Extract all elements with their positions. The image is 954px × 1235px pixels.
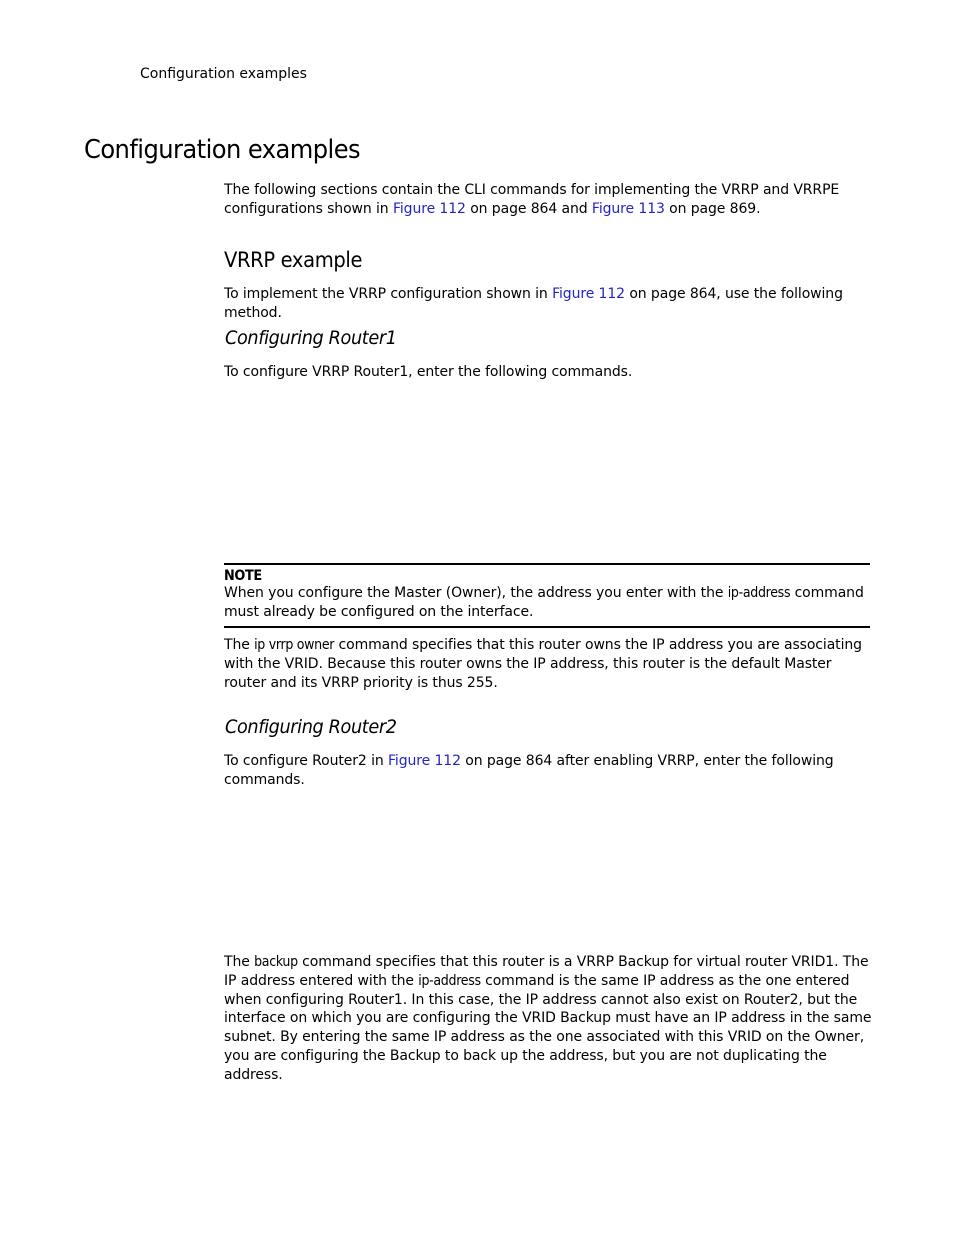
backup-text-1: The bbox=[224, 954, 255, 970]
intro-text-3: on page 869. bbox=[664, 200, 761, 217]
vrrp-example-heading: VRRP example bbox=[224, 248, 363, 272]
owner-text-1: The bbox=[224, 637, 255, 653]
running-header: Configuration examples bbox=[140, 66, 307, 82]
figure-112-link[interactable]: Figure 112 bbox=[387, 753, 461, 769]
note-text bbox=[224, 584, 874, 622]
intro-text-2: on page 864 and bbox=[465, 200, 592, 217]
note-top-rule bbox=[224, 563, 870, 565]
router2-paragraph bbox=[224, 752, 874, 790]
router2-heading: Configuring Router2 bbox=[225, 716, 397, 738]
vrrp-example-paragraph bbox=[224, 285, 874, 323]
note-label: NOTE bbox=[224, 568, 262, 584]
backup-keyword: backup bbox=[254, 954, 298, 970]
figure-112-link[interactable]: Figure 112 bbox=[392, 200, 466, 217]
backup-text-3: command is the same IP address as the one entered when configuring Router1. In this case, the IP address cannot also exist on Router2, but the interface on which you are configuring the VRID Backup must have an IP address in the same subnet. By entering the same IP address as the one associated with this VRID on the Owner, you are configuring the Backup to back up the address, but you are not duplicating the address. bbox=[224, 972, 872, 1083]
router2-text-1: To configure Router2 in bbox=[224, 753, 388, 769]
router2-text-2: on page 864 after enabling VRRP, enter the following commands. bbox=[224, 753, 834, 788]
backup-paragraph bbox=[224, 953, 874, 1085]
note-keyword: ip-address bbox=[727, 585, 791, 601]
ip-address-keyword: ip-address bbox=[418, 972, 481, 989]
note-text-1: When you configure the Master (Owner), the address you enter with the bbox=[224, 585, 728, 601]
vrrp-text-2: on page 864, use the following method. bbox=[224, 286, 843, 321]
owner-text-2: command specifies that this router owns the IP address you are associating with the VRID. Because this router owns the IP address, this router is the default Master router and its VRRP priority is thus 255. bbox=[224, 637, 862, 691]
backup-text-2: command specifies that this router is a VRRP Backup for virtual router VRID1. The IP address entered with the bbox=[224, 954, 869, 989]
figure-112-link[interactable]: Figure 112 bbox=[552, 286, 625, 302]
router1-heading: Configuring Router1 bbox=[225, 327, 397, 349]
note-bottom-rule bbox=[224, 626, 870, 628]
note-text-2: command must already be configured on the interface. bbox=[224, 585, 864, 620]
section-title: Configuration examples bbox=[84, 135, 361, 165]
owner-keyword: ip vrrp owner bbox=[254, 637, 335, 653]
router1-paragraph: To configure VRRP Router1, enter the following commands. bbox=[224, 364, 633, 380]
intro-text-1: The following sections contain the CLI commands for implementing the VRRP and VRRPE configurations shown in bbox=[224, 182, 840, 217]
intro-paragraph bbox=[224, 181, 874, 219]
vrrp-text-1: To implement the VRRP configuration shown in bbox=[224, 286, 553, 302]
figure-113-link[interactable]: Figure 113 bbox=[591, 200, 665, 217]
owner-paragraph bbox=[224, 636, 874, 692]
